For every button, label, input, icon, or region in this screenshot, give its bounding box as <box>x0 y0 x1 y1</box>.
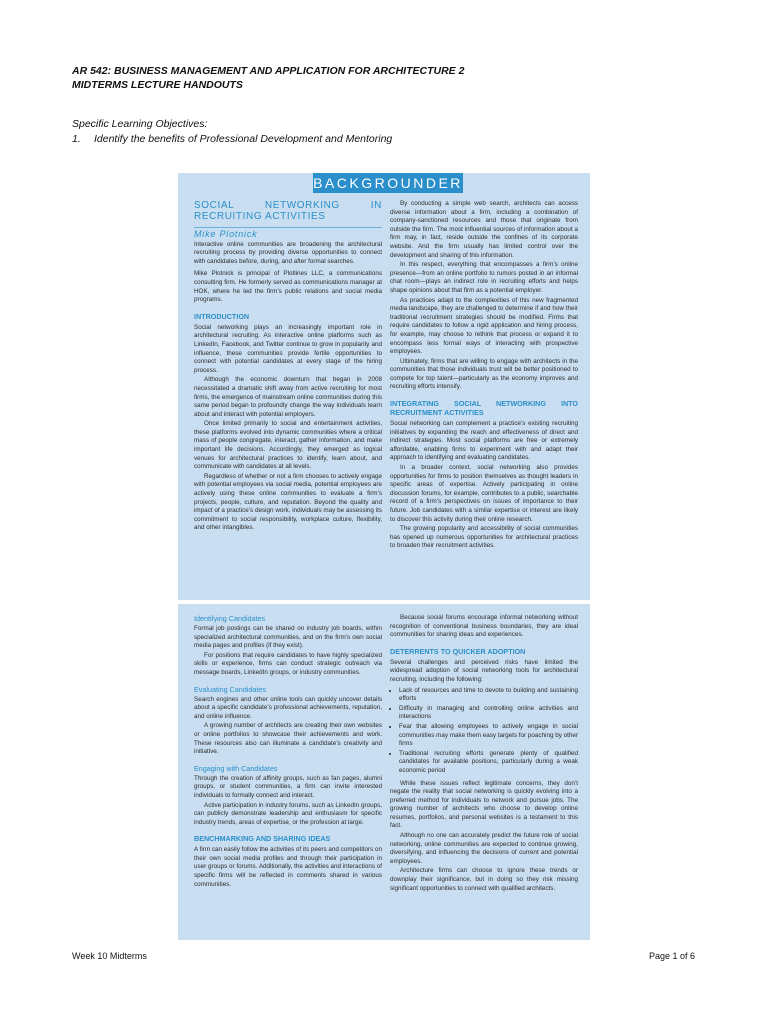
objectives-label: Specific Learning Objectives: <box>72 118 208 130</box>
body-paragraph: Social networking can complement a practice’s existing recruiting initiatives by expanding the reach and effectiveness of direct and indirect strategies. Most social platforms are free or extremely affordable, enabling firms to experiment with and adapt their approach to identifying and evaluating candidates. <box>390 420 578 462</box>
objective-number: 1. <box>72 133 81 145</box>
introduction-paragraph: Once limited primarily to social and entertainment activities, these platforms evolved into dynamic communities where a critical mass of people congregate, interact, gather information, and make important life decisions. Accordingly, they emerged as logical venues for architectural practices to identify, learn about, and communicate with candidates at all levels. <box>194 420 382 471</box>
author-bio: Mike Plotnick is principal of Plotlines LLC, a communications consulting firm. He formerly served as communications manager at HOK, where he led the firm’s public relations and social media programs. <box>194 270 382 304</box>
top-left-column <box>194 200 382 534</box>
article-panel-bottom <box>178 604 590 940</box>
body-paragraph: In this respect, everything that encompasses a firm’s online presence—from an online portfolio to rumors posted in an informal chat room—plays an indirect role in recruiting efforts and helps shape opinions about that firm as a potential employer. <box>390 261 578 294</box>
bottom-right-column <box>390 614 578 894</box>
deterrents-list <box>390 687 578 776</box>
introduction-paragraph: Social networking plays an increasingly important role in architectural recruiting. As interactive online platforms such as LinkedIn, Facebook, and Twitter continue to grow in popularity and influence, these communities provide fertile opportunities to connect with potential candidates at every stage of the hiring process. <box>194 323 382 374</box>
list-item: • Lack of resources and time to devote to building and sustaining efforts <box>399 687 578 704</box>
handout-title: MIDTERMS LECTURE HANDOUTS <box>72 79 243 91</box>
body-paragraph: Through the creation of affinity groups, such as fan pages, alumni groups, or student communities, a firm can invite interested individuals to formally connect and interact. <box>194 774 382 799</box>
identifying-heading: Identifying Candidates <box>194 614 266 623</box>
article-panel-top <box>178 173 590 600</box>
body-paragraph: Because social forums encourage informal networking without recognition of conventional business boundaries, they are ideal communities for sharing ideas and experiences. <box>390 614 578 639</box>
body-paragraph: Search engines and other online tools can quickly uncover details about a specific candidate’s professional achievements, reputation, and online influence. <box>194 695 382 720</box>
body-paragraph: Although no one can accurately predict the future role of social networking, online communities are expected to continue growing, diversifying, and influencing the decisions of current and potential employees. <box>390 832 578 865</box>
evaluating-heading: Evaluating Candidates <box>194 684 266 694</box>
body-paragraph: Architecture firms can choose to ignore these trends or downplay their significance, but in doing so they risk missing significant opportunities to connect with qualified architects. <box>390 867 578 892</box>
list-item: • Difficulty in managing and controlling online activities and interactions <box>399 705 578 722</box>
deterrents-heading: DETERRENTS TO QUICKER ADOPTION <box>390 646 526 656</box>
body-paragraph: Formal job postings can be shared on industry job boards, within specialized architectural communities, and on the firm’s own social media pages and profiles (if they exist). <box>194 625 382 650</box>
introduction-paragraph: Regardless of whether or not a firm chooses to actively engage with potential employees via social media, potential employees are actively using these online communities to evaluate a firm’s projects, people, culture, and reputation. Beyond the quality and impact of a practice’s design work, individuals may be assessing its commitment to social responsibility, workplace culture, flexibility, and other intangibles. <box>194 472 382 532</box>
footer-page-number: Page 1 of 6 <box>649 951 696 961</box>
body-paragraph: A firm can easily follow the activities of its peers and competitors on their own social media profiles and through their participation in user groups or forums. Additionally, the activities and interactions of specific firms will be reflected in comments shared in various communities. <box>194 846 382 888</box>
list-item: • Traditional recruiting efforts generate plenty of qualified candidates for available positions, particularly during a weak economic period <box>399 750 578 776</box>
article-intro: Interactive online communities are broadening the architectural recruiting process by providing diverse opportunities to connect with candidates before, during, and after formal searches. <box>194 240 382 265</box>
body-paragraph: Ultimately, firms that are willing to engage with architects in the communities that those individuals trust will be better positioned to compete for top talent—particularly as the economy improves and recruiting efforts intensify. <box>390 357 578 391</box>
course-title: AR 542: BUSINESS MANAGEMENT AND APPLICATION FOR ARCHITECTURE 2 <box>72 65 465 77</box>
body-paragraph: By conducting a simple web search, architects can access diverse information about a firm, including a combination of company-sanctioned resources and those that originate from outside the firm. The most influential sources of information about a firm may, in fact, reside outside the confines of its corporate website. And the firm usually has limited control over the development and sharing of this information. <box>390 200 578 259</box>
body-paragraph: A growing number of architects are creating their own websites or online portfolios to showcase their achievements and work. These resources also can illuminate a candidate’s creativity and initiative. <box>194 722 382 756</box>
body-paragraph: The growing popularity and accessibility of social communities has opened up numerous opportunities for architectural practices to broaden their recruitment activities. <box>390 525 578 550</box>
integrating-heading: INTEGRATING SOCIAL NETWORKING INTO RECRUITMENT ACTIVITIES <box>390 399 578 418</box>
top-right-column <box>390 200 578 552</box>
body-paragraph: In a broader context, social networking also provides opportunities for firms to position themselves as thought leaders in specific areas of expertise. Actively participating in online discussion forums, for example, contributes to a public, searchable record of a firm’s perspectives on issues of importance to their future. Job candidates with a similar expertise or interest are likely to discover this activity during their online research. <box>390 464 578 523</box>
benchmarking-heading: BENCHMARKING AND SHARING IDEAS <box>194 834 331 844</box>
objective-text: Identify the benefits of Professional Development and Mentoring <box>94 133 393 145</box>
backgrounder-banner: BACKGROUNDER <box>313 175 463 191</box>
body-paragraph: For positions that require candidates to have highly specialized skills or experience, firms can conduct strategic outreach via message boards, LinkedIn groups, or industry communities. <box>194 651 382 676</box>
body-paragraph: Active participation in industry forums, such as LinkedIn groups, can publicly demonstrate leadership and enthusiasm for specific industry trends, areas of expertise, or the profession at large. <box>194 801 382 826</box>
article-author: Mike Plotnick <box>194 227 382 239</box>
introduction-heading: INTRODUCTION <box>194 311 250 321</box>
engaging-heading: Engaging with Candidates <box>194 763 278 773</box>
article-title: SOCIAL NETWORKING IN RECRUITING ACTIVITIES <box>194 200 382 222</box>
footer-week-label: Week 10 Midterms <box>72 951 147 961</box>
introduction-paragraph: Although the economic downturn that began in 2008 necessitated a dramatic shift away from active recruiting for most firms, the emergence of mainstream online communities during this same period began to profoundly change the way individuals learn about and interact with potential employers. <box>194 376 382 418</box>
list-item: • Fear that allowing employees to actively engage in social communities may make them easy targets for poaching by other firms <box>399 723 578 749</box>
body-paragraph: Several challenges and perceived risks have limited the widespread adoption of social networking tools for architectural recruiting, including the following: <box>390 658 578 683</box>
body-paragraph: As practices adapt to the complexities of this new fragmented media landscape, they are challenged to determine if and how their traditional recruitment strategies should be modified. Firms that require candidates to follow a rigid application and hiring process, for example, may choose to rethink that process or expand it to encompass less formal ways of interacting with prospective employees. <box>390 296 578 356</box>
bottom-left-column <box>194 614 382 890</box>
body-paragraph: While these issues reflect legitimate concerns, they don’t negate the reality that social networking is quickly evolving into a preferred method for individuals to network and pursue jobs. The growing number of architects who choose to develop online resumes, portfolios, and personal websites is a testament to this fact. <box>390 779 578 830</box>
objective-item <box>72 132 392 146</box>
